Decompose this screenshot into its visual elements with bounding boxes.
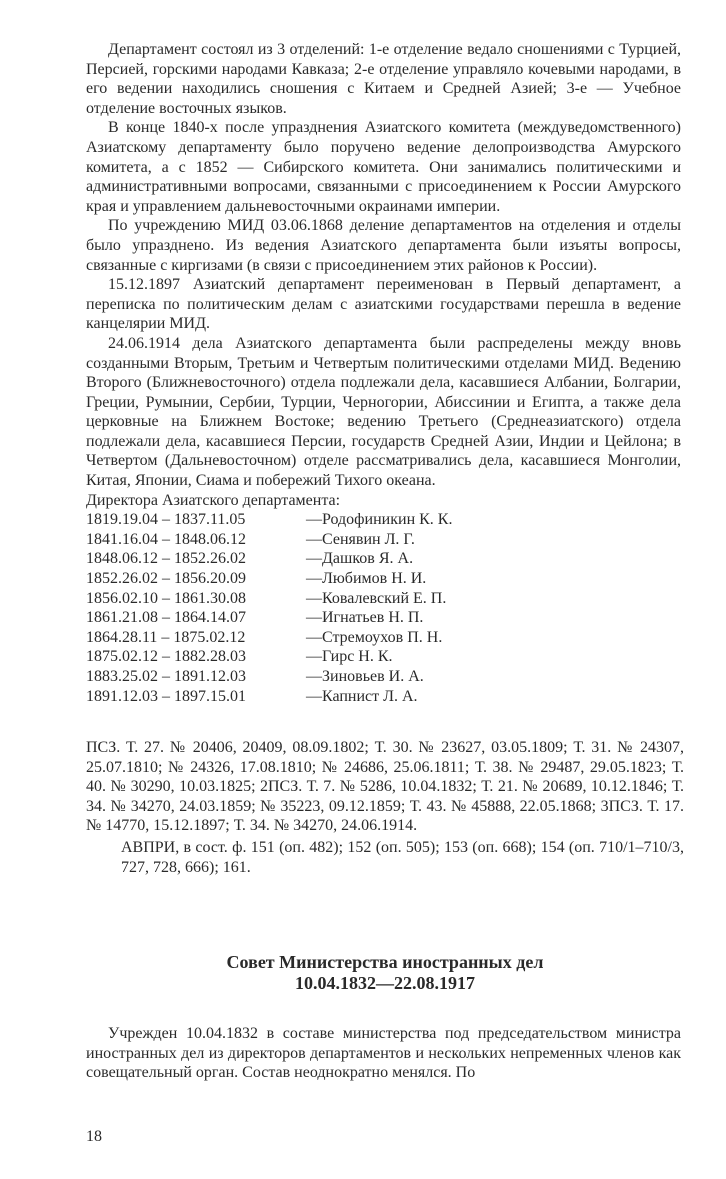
director-dates: 1883.25.02 – 1891.12.03 xyxy=(86,668,246,685)
director-name: Сенявин Л. Г. xyxy=(322,530,415,548)
director-row xyxy=(86,530,681,550)
director-dash: — xyxy=(306,687,322,705)
section-title-name: Совет Министерства иностранных дел xyxy=(226,952,544,972)
director-dates: 1875.02.12 – 1882.28.03 xyxy=(86,648,246,666)
director-name: Зиновьев И. А. xyxy=(322,668,424,685)
paragraph-1914: 24.06.1914 дела Азиатского департамента были распределены между вновь созданными Вторым, Третьим и Четвертым политическими отделами МИД. Ведению Второго (Ближневосточного) отдела подлежали дела, касавшиеся Албании, Болгарии, Греции, Румынии, Сербии, Турции, Черногории, Абиссинии и Египта, а также дела церковные на Ближнем Востоке; ведению Третьего (Среднеазиатского) отдела подлежали дела, касавшиеся Персии, государств Средней Азии, Индии и Цейлона; в Четвертом (Дальневосточном) отделе рассматривались дела, касавшиеся Монголии, Китая, Японии, Сиама и побережий Тихого океана. xyxy=(86,334,681,490)
main-text xyxy=(86,40,681,706)
director-dates: 1891.12.03 – 1897.15.01 xyxy=(86,687,246,705)
references-text: ПСЗ. Т. 27. № 20406, 20409, 08.09.1802; Т. 30. № 23627, 03.05.1809; Т. 31. № 24307, 25.07.1810; № 24326, 17.08.1810; № 24686, 25.06.1811; Т. 38. № 29487, 29.05.1823; Т. 40. № 30290, 10.03.1825; 2ПСЗ. Т. 7. № 5286, 10.04.1832; Т. 21. № 20689, 10.12.1846; Т. 34. № 34270, 24.03.1859; № 35223, 09.12.1859; Т. 43. № 45888, 22.05.1868; 3ПСЗ. Т. 17. № 14770, 15.12.1897; Т. 34. № 34270, 24.06.1914. xyxy=(86,739,684,835)
director-dash: — xyxy=(306,550,322,568)
section-title xyxy=(86,952,684,994)
director-dash: — xyxy=(306,570,322,588)
paragraph-1897: 15.12.1897 Азиатский департамент переименован в Первый департамент, а переписка по политическим делам с азиатскими государствами перешла в ведение канцелярии МИД. xyxy=(86,276,681,333)
director-dash: — xyxy=(306,511,322,529)
section-title-dates: 10.04.1832—22.08.1917 xyxy=(295,973,475,993)
director-dash: — xyxy=(306,648,322,666)
director-dash: — xyxy=(306,668,322,685)
director-name: Дашков Я. А. xyxy=(322,550,414,568)
director-dates: 1856.02.10 – 1861.30.08 xyxy=(86,589,246,607)
director-dash: — xyxy=(306,589,322,607)
director-name: Гирс Н. К. xyxy=(322,648,393,666)
legal-references xyxy=(86,738,684,836)
directors-heading: Директора Азиатского департамента: xyxy=(86,491,341,509)
director-row xyxy=(86,589,681,609)
director-row xyxy=(86,549,681,569)
director-name: Любимов Н. И. xyxy=(322,570,427,588)
archive-sources xyxy=(121,838,684,877)
section-intro-paragraph: Учрежден 10.04.1832 в составе министерства под председательством министра иностранных дел из директоров департаментов и нескольких непременных членов как совещательный орган. Состав неоднократно менялся. По xyxy=(86,1025,681,1082)
director-name: Игнатьев Н. П. xyxy=(322,609,424,627)
director-dates: 1848.06.12 – 1852.26.02 xyxy=(86,550,246,568)
director-row xyxy=(86,687,681,707)
director-name: Родофиникин К. К. xyxy=(322,511,453,529)
director-row xyxy=(86,667,681,687)
paragraph-amur-committee: В конце 1840-х после упразднения Азиатского комитета (междуведомственного) Азиатскому департаменту было поручено ведение делопроизводства Амурского комитета, а с 1852 — Сибирского комитета. Они занимались политическими и административными вопросами, связанными с присоединением к России Амурского края и управлением дальневосточными окраинами империи. xyxy=(86,119,681,215)
director-dates: 1864.28.11 – 1875.02.12 xyxy=(86,628,246,646)
director-dates: 1841.16.04 – 1848.06.12 xyxy=(86,530,246,548)
director-dates: 1852.26.02 – 1856.20.09 xyxy=(86,570,246,588)
director-row xyxy=(86,510,681,530)
director-dates: 1819.19.04 – 1837.11.05 xyxy=(86,511,246,529)
director-name: Капнист Л. А. xyxy=(322,687,418,705)
director-dates: 1861.21.08 – 1864.14.07 xyxy=(86,609,246,627)
section-body xyxy=(86,1024,681,1083)
director-dash: — xyxy=(306,530,322,548)
director-row xyxy=(86,647,681,667)
director-row xyxy=(86,608,681,628)
page-number: 18 xyxy=(86,1128,102,1145)
paragraph-1868: По учреждению МИД 03.06.1868 деление департаментов на отделения и отделы было упразднено. Из ведения Азиатского департамента были изъяты вопросы, связанные с киргизами (в связи с присоединением этих районов к России). xyxy=(86,217,681,274)
director-row xyxy=(86,628,681,648)
director-dash: — xyxy=(306,628,322,646)
director-dash: — xyxy=(306,609,322,627)
directors-list xyxy=(86,510,681,706)
director-name: Стремоухов П. Н. xyxy=(322,628,443,646)
paragraph-departments: Департамент состоял из 3 отделений: 1-е отделение ведало сношениями с Турцией, Персией, горскими народами Кавказа; 2-е отделение управляло кочевыми народами, в его ведении находились сношения с Китаем и Средней Азией; 3-е — Учебное отделение восточных языков. xyxy=(86,41,681,117)
archive-text: АВПРИ, в сост. ф. 151 (оп. 482); 152 (оп. 505); 153 (оп. 668); 154 (оп. 710/1–710/3, 727, 728, 666); 161. xyxy=(121,839,684,876)
director-row xyxy=(86,569,681,589)
director-name: Ковалевский Е. П. xyxy=(322,589,447,607)
